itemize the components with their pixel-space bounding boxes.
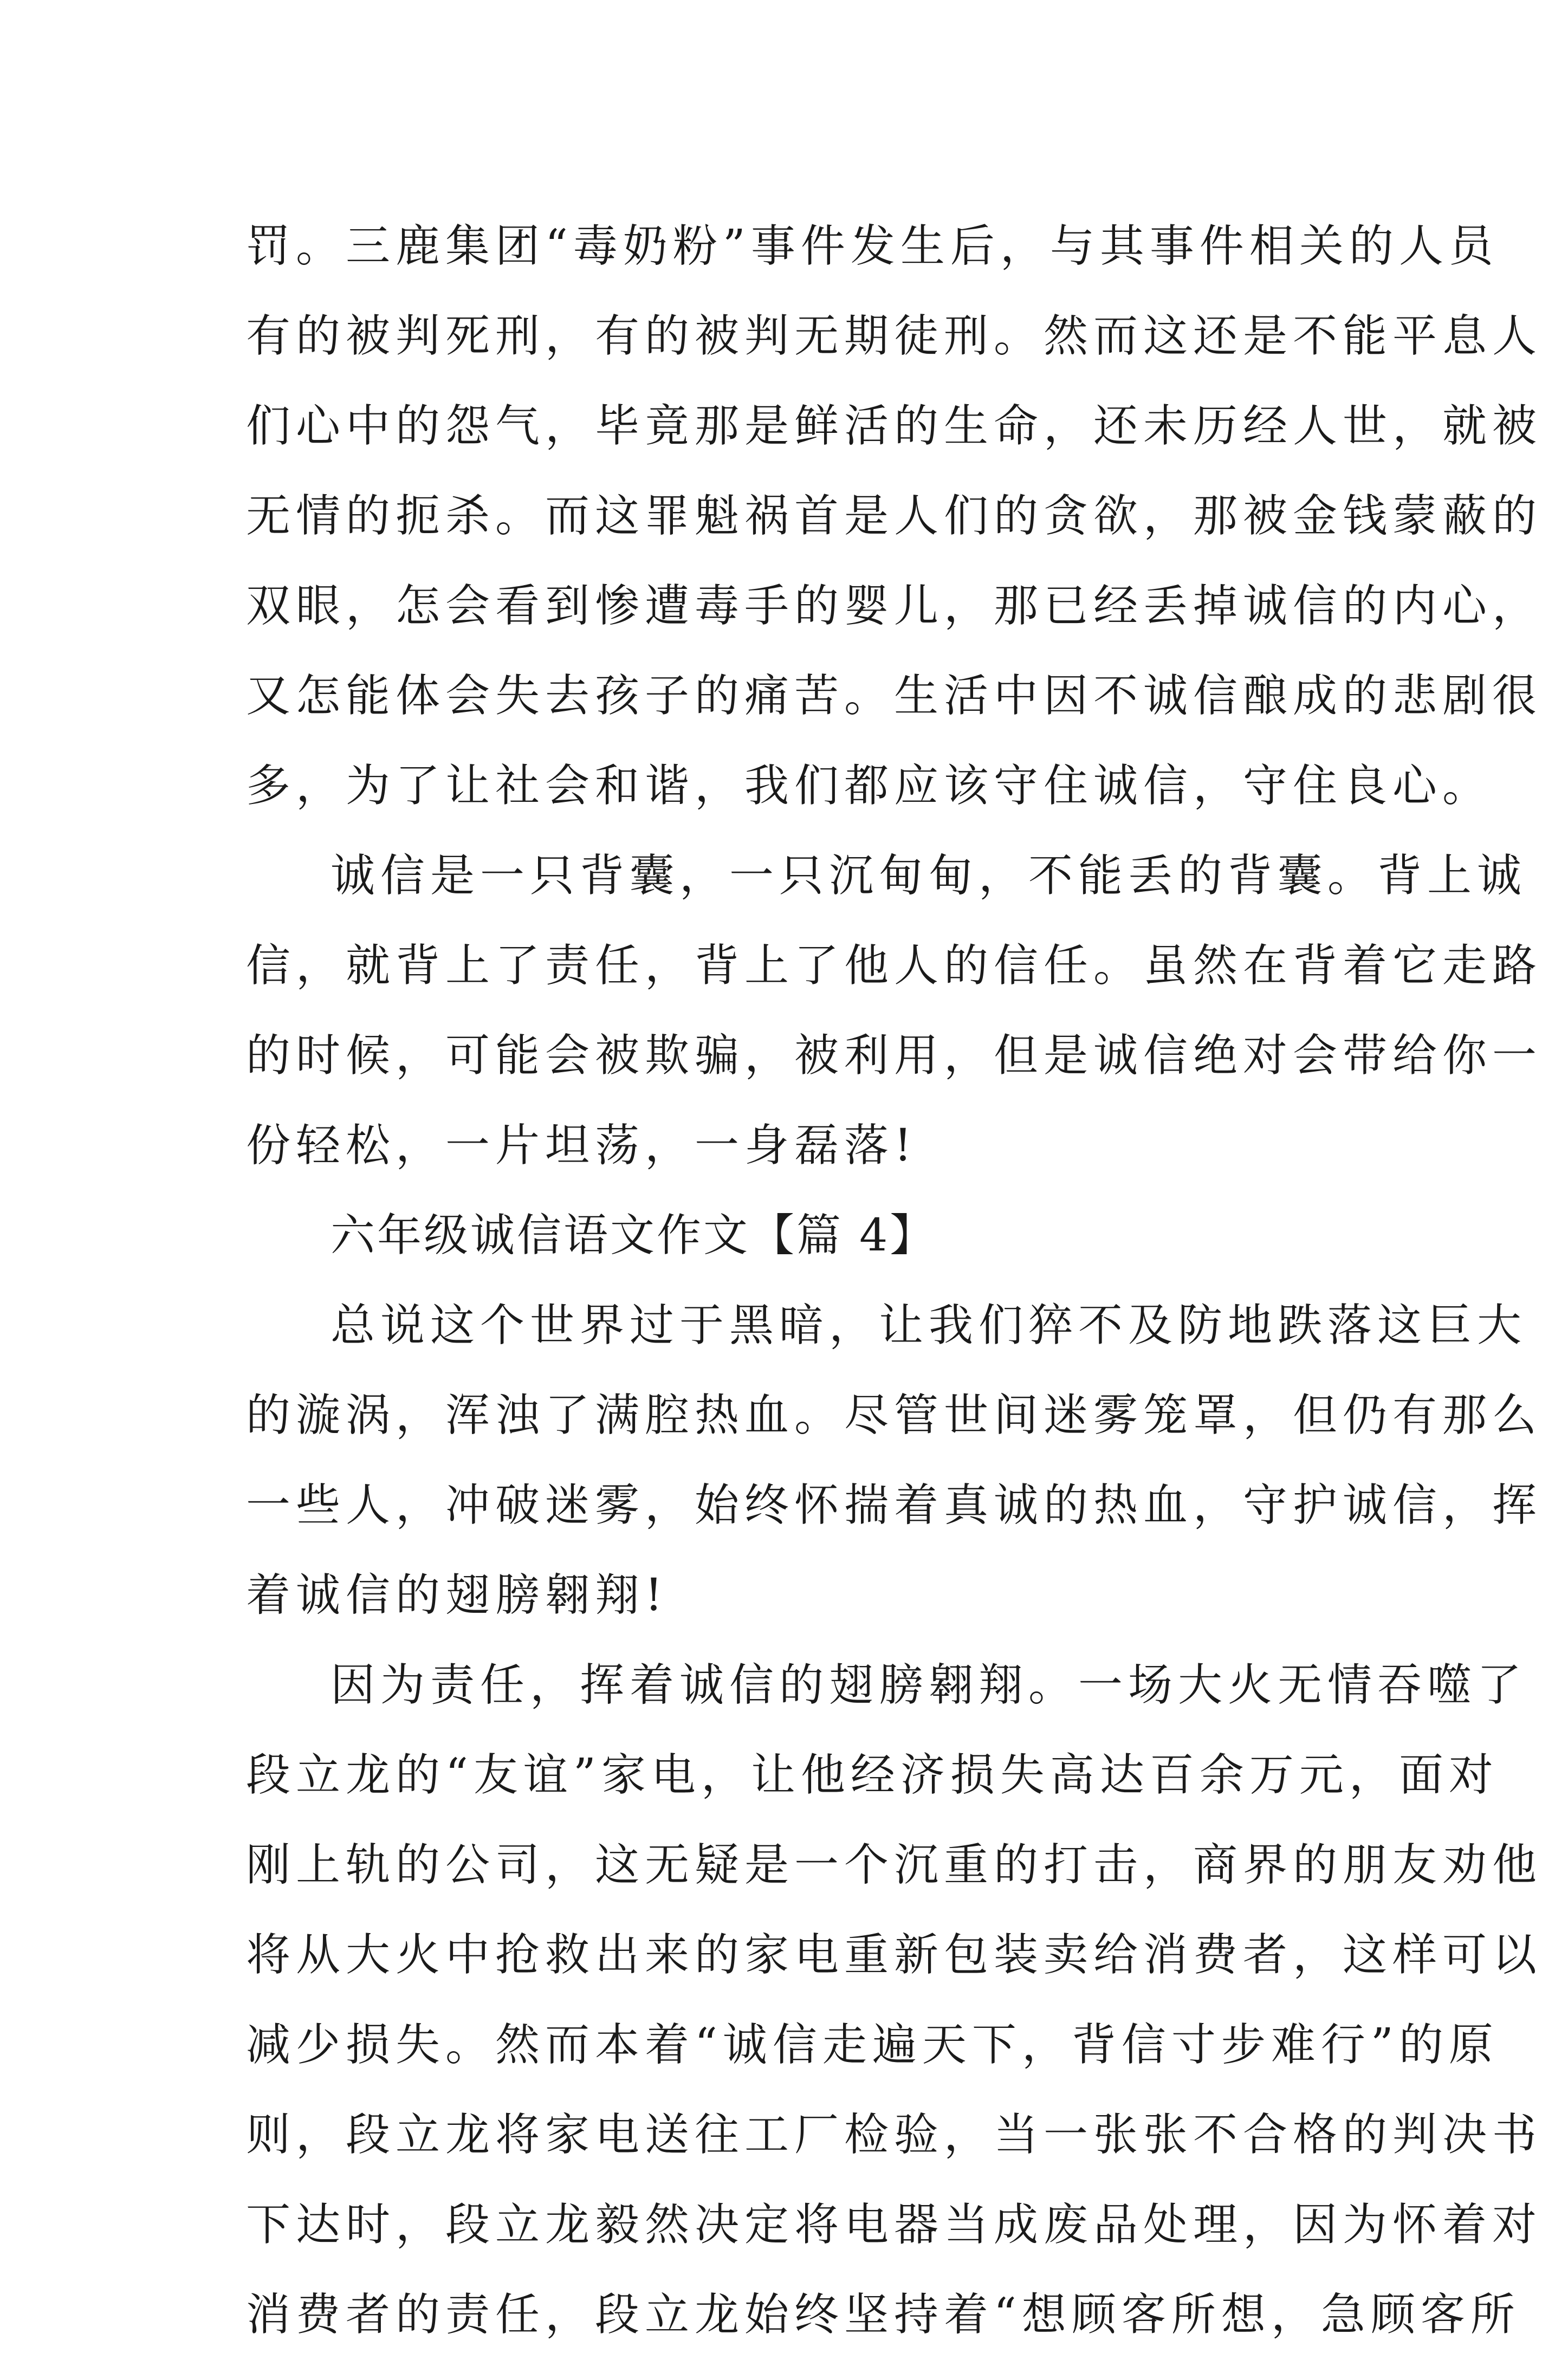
text-line: 段立龙的“友谊”家电，让他经济损失高达百余万元，面对 — [246, 1749, 1499, 1801]
text-line: 刚上轨的公司，这无疑是一个沉重的打击，商界的朋友劝他 — [246, 1839, 1543, 1891]
text-line: 们心中的怨气，毕竟那是鲜活的生命，还未历经人世，就被 — [246, 400, 1543, 452]
text-line: 将从大火中抢救出来的家电重新包装卖给消费者，这样可以 — [246, 1929, 1543, 1981]
text-line: 下达时，段立龙毅然决定将电器当成废品处理，因为怀着对 — [246, 2199, 1543, 2251]
text-line: 罚。三鹿集团“毒奶粉”事件发生后，与其事件相关的人员 — [246, 221, 1499, 272]
section-heading: 六年级诚信语文作文【篇 4】 — [331, 1210, 937, 1261]
text-line: 无情的扼杀。而这罪魁祸首是人们的贪欲，那被金钱蒙蔽的 — [246, 490, 1543, 542]
text-line: 双眼，怎会看到惨遭毒手的婴儿，那已经丢掉诚信的内心， — [246, 580, 1543, 632]
text-line: 份轻松，一片坦荡，一身磊落! — [246, 1120, 917, 1171]
text-line: 则，段立龙将家电送往工厂检验，当一张张不合格的判决书 — [246, 2109, 1543, 2161]
text-line: 又怎能体会失去孩子的痛苦。生活中因不诚信酿成的悲剧很 — [246, 670, 1543, 722]
text-line: 一些人，冲破迷雾，始终怀揣着真诚的热血，守护诚信，挥 — [246, 1480, 1543, 1531]
text-line: 的时候，可能会被欺骗，被利用，但是诚信绝对会带给你一 — [246, 1030, 1543, 1081]
text-line: 有的被判死刑，有的被判无期徒刑。然而这还是不能平息人 — [246, 310, 1543, 362]
paragraph-start-line: 诚信是一只背囊，一只沉甸甸，不能丢的背囊。背上诚 — [331, 850, 1527, 902]
text-line: 信，就背上了责任，背上了他人的信任。虽然在背着它走路 — [246, 940, 1543, 991]
text-line: 多，为了让社会和谐，我们都应该守住诚信，守住良心。 — [246, 760, 1493, 812]
text-line: 着诚信的翅膀翱翔! — [246, 1570, 668, 1621]
body-text — [246, 202, 1543, 2360]
paragraph-start-line: 因为责任，挥着诚信的翅膀翱翔。一场大火无情吞噬了 — [331, 1659, 1527, 1711]
text-line: 减少损失。然而本着“诚信走遍天下，背信寸步难行”的原 — [246, 2019, 1499, 2071]
paragraph-start-line: 总说这个世界过于黑暗，让我们猝不及防地跌落这巨大 — [331, 1300, 1527, 1351]
text-line: 的漩涡，浑浊了满腔热血。尽管世间迷雾笼罩，但仍有那么 — [246, 1390, 1543, 1441]
text-line: 消费者的责任，段立龙始终坚持着“想顾客所想，急顾客所 — [246, 2289, 1520, 2340]
